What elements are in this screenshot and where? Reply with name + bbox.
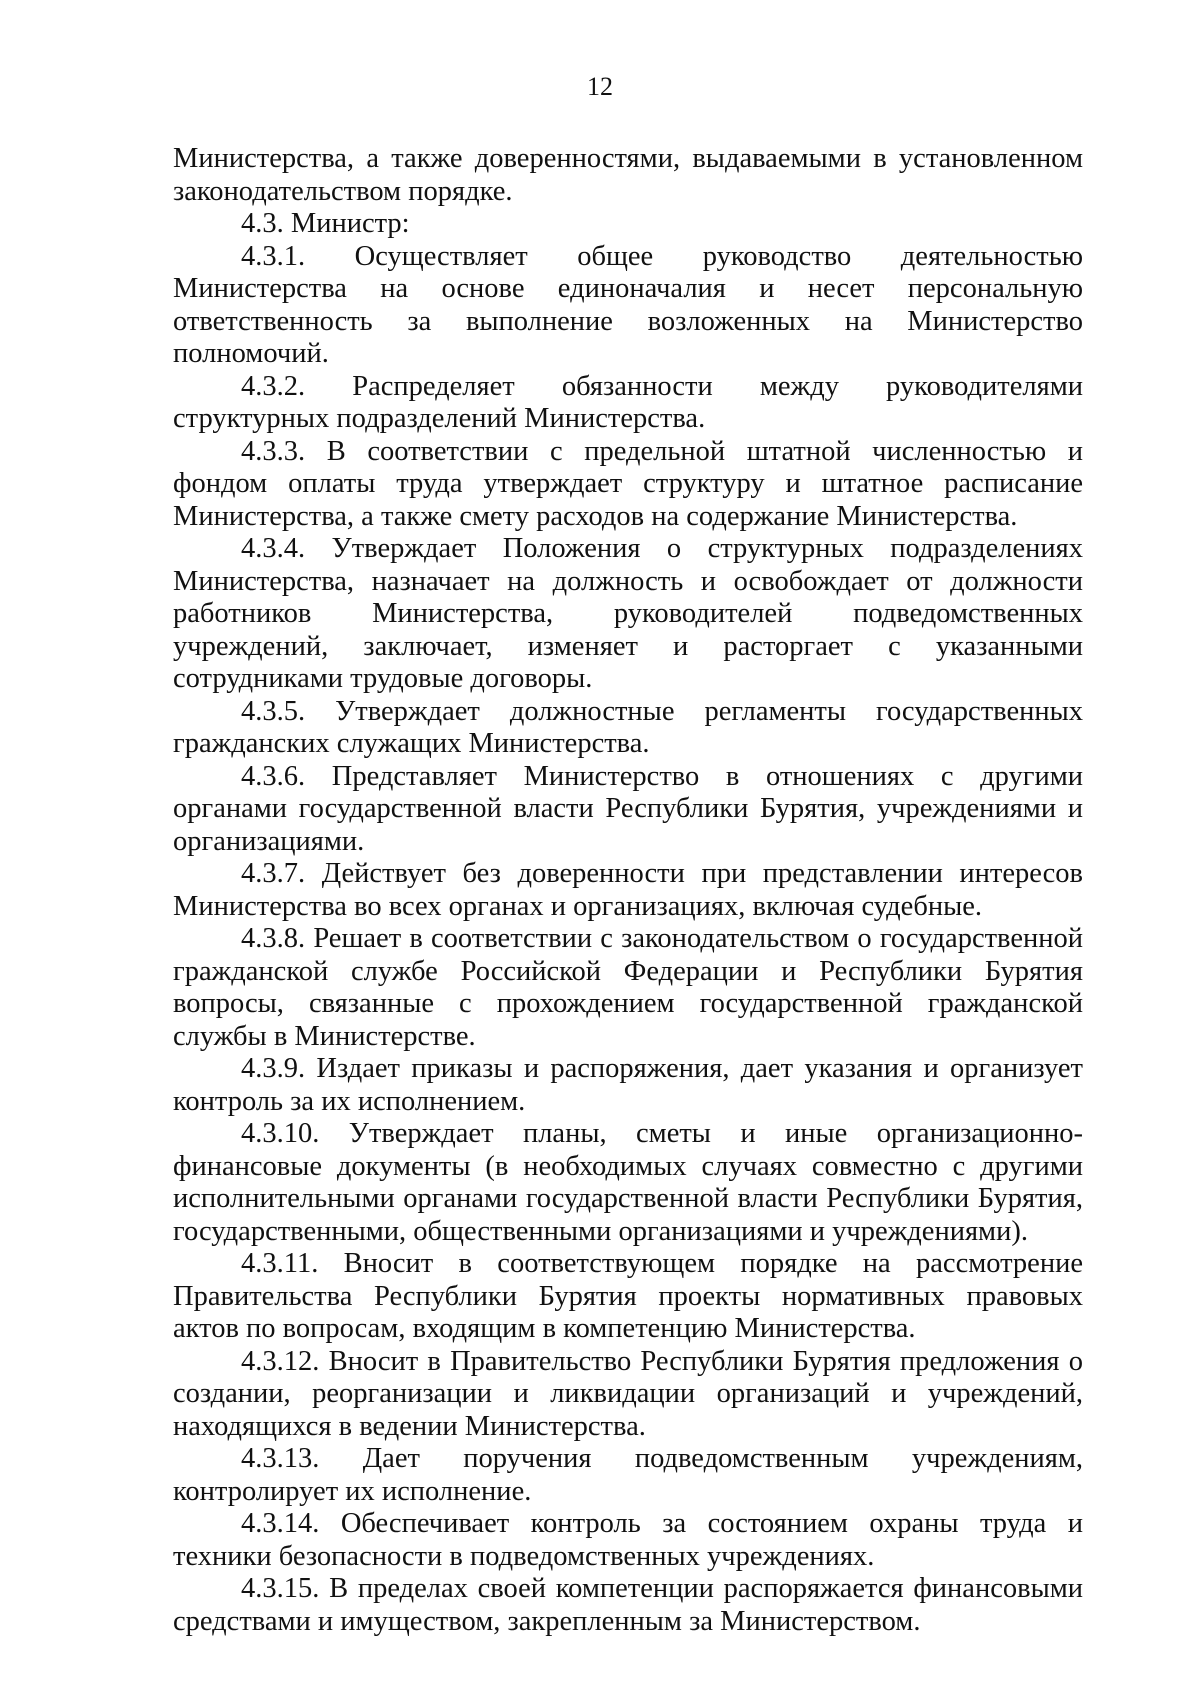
paragraph-4-3-11: 4.3.11. Вносит в соответствующем порядке на рассмотрение Правительства Республики Бурятия проекты нормативных правовых актов по вопросам, входящим в компетенцию Министерства.: [173, 1248, 1083, 1344]
paragraph-4-3-6: 4.3.6. Представляет Министерство в отношениях с другими органами государственной власти Республики Бурятия, учреждениями и организациями.: [173, 760, 1083, 857]
paragraph-4-3-13: 4.3.13. Дает поручения подведомственным учреждениям, контролирует их исполнение.: [173, 1443, 1083, 1507]
paragraph-4-3-8: 4.3.8. Решает в соответствии с законодательством о государственной гражданской службе Российской Федерации и Республики Бурятия вопросы, связанные с прохождением государственной гражданской службы в Министерстве.: [173, 923, 1083, 1052]
paragraph-4-3-2: 4.3.2. Распределяет обязанности между руководителями структурных подразделений Министерства.: [173, 370, 1083, 434]
paragraph-4-3-5: 4.3.5. Утверждает должностные регламенты государственных гражданских служащих Министерства.: [173, 695, 1083, 759]
paragraph-4-3: 4.3. Министр:: [241, 208, 410, 239]
paragraph-4-3-14: 4.3.14. Обеспечивает контроль за состоянием охраны труда и техники безопасности в подведомственных учреждениях.: [173, 1508, 1083, 1572]
page-number: 12: [587, 72, 613, 101]
paragraph-4-3-15: 4.3.15. В пределах своей компетенции распоряжается финансовыми средствами и имуществом, закрепленным за Министерством.: [173, 1573, 1083, 1637]
paragraph-4-3-1: 4.3.1. Осуществляет общее руководство деятельностью Министерства на основе единоначалия и несет персональную ответственность за выполнение возложенных на Министерство полномочий.: [173, 240, 1083, 369]
paragraph-4-3-9: 4.3.9. Издает приказы и распоряжения, дает указания и организует контроль за их исполнением.: [173, 1053, 1083, 1117]
paragraph-4-3-12: 4.3.12. Вносит в Правительство Республики Бурятия предложения о создании, реорганизации и ликвидации организаций и учреждений, находящихся в ведении Министерства.: [173, 1345, 1083, 1442]
paragraph-4-3-4: 4.3.4. Утверждает Положения о структурных подразделениях Министерства, назначает на должность и освобождает от должности работников Министерства, руководителей подведомственных учреждений, заключает, изменяет и расторгает с указанными сотрудниками трудовые договоры.: [173, 533, 1083, 694]
paragraph-4-3-3: 4.3.3. В соответствии с предельной штатной численностью и фондом оплаты труда утверждает структуру и штатное расписание Министерства, а также смету расходов на содержание Министерства.: [173, 435, 1083, 532]
document-body: [173, 143, 1083, 1638]
paragraph-continuation: Министерства, а также доверенностями, выдаваемыми в установленном законодательством порядке.: [173, 143, 1083, 207]
paragraph-4-3-10: 4.3.10. Утверждает планы, сметы и иные организационно-финансовые документы (в необходимых случаях совместно с другими исполнительными органами государственной власти Республики Бурятия, государственными, общественными организациями и учреждениями).: [173, 1118, 1083, 1247]
paragraph-4-3-7: 4.3.7. Действует без доверенности при представлении интересов Министерства во всех органах и организациях, включая судебные.: [173, 858, 1083, 922]
